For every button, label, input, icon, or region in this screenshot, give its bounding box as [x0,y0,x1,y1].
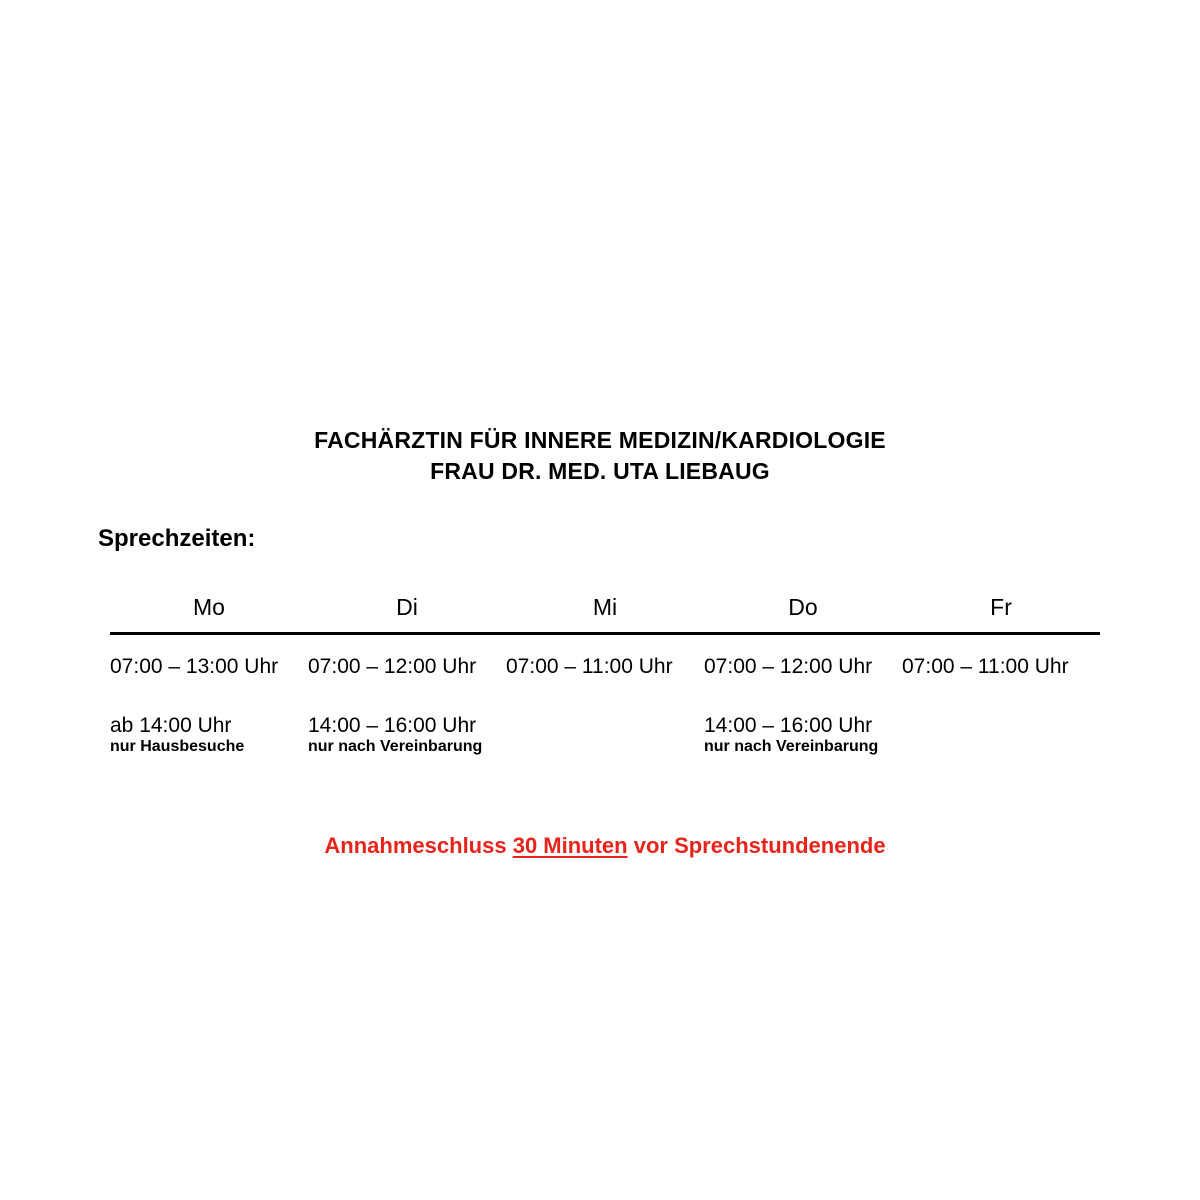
morning-hours-fr: 07:00 – 11:00 Uhr [902,655,1069,678]
morning-hours-do: 07:00 – 12:00 Uhr [704,655,873,678]
day-header-do: Do [788,594,818,620]
afternoon-cell-fr [902,713,1100,757]
day-header-mo: Mo [193,594,225,620]
section-title: Sprechzeiten: [98,525,256,552]
afternoon-cell-do [704,713,902,757]
closing-prefix: Annahmeschluss [324,833,513,858]
afternoon-cell-di [308,713,506,757]
closing-highlight: 30 Minuten [512,833,628,858]
morning-hours-mi: 07:00 – 11:00 Uhr [506,655,673,678]
schedule-table [110,590,1100,757]
day-header-fr: Fr [990,594,1012,620]
afternoon-time-mo: ab 14:00 Uhr [110,714,232,737]
morning-hours-di: 07:00 – 12:00 Uhr [308,655,477,678]
afternoon-note-do: nur nach Vereinbarung [704,738,879,755]
morning-hours-row [110,654,1100,680]
day-header-mi: Mi [592,594,618,620]
closing-suffix: vor Sprechstundenende [627,833,886,858]
day-header-di: Di [396,594,418,620]
afternoon-time-do: 14:00 – 16:00 Uhr [704,714,873,737]
afternoon-note-di: nur nach Vereinbarung [308,738,483,755]
afternoon-time-di: 14:00 – 16:00 Uhr [308,714,477,737]
afternoon-note-mo: nur Hausbesuche [110,738,245,755]
afternoon-hours-row [110,713,1100,757]
afternoon-cell-mo [110,713,308,757]
doctor-name: FRAU DR. MED. UTA LIEBAUG [430,458,770,484]
practice-title: FACHÄRZTIN FÜR INNERE MEDIZIN/KARDIOLOGIE [314,427,886,453]
schedule-header-row [110,590,1100,635]
closing-notice [0,832,1200,860]
morning-hours-mo: 07:00 – 13:00 Uhr [110,655,279,678]
afternoon-cell-mi [506,713,704,757]
